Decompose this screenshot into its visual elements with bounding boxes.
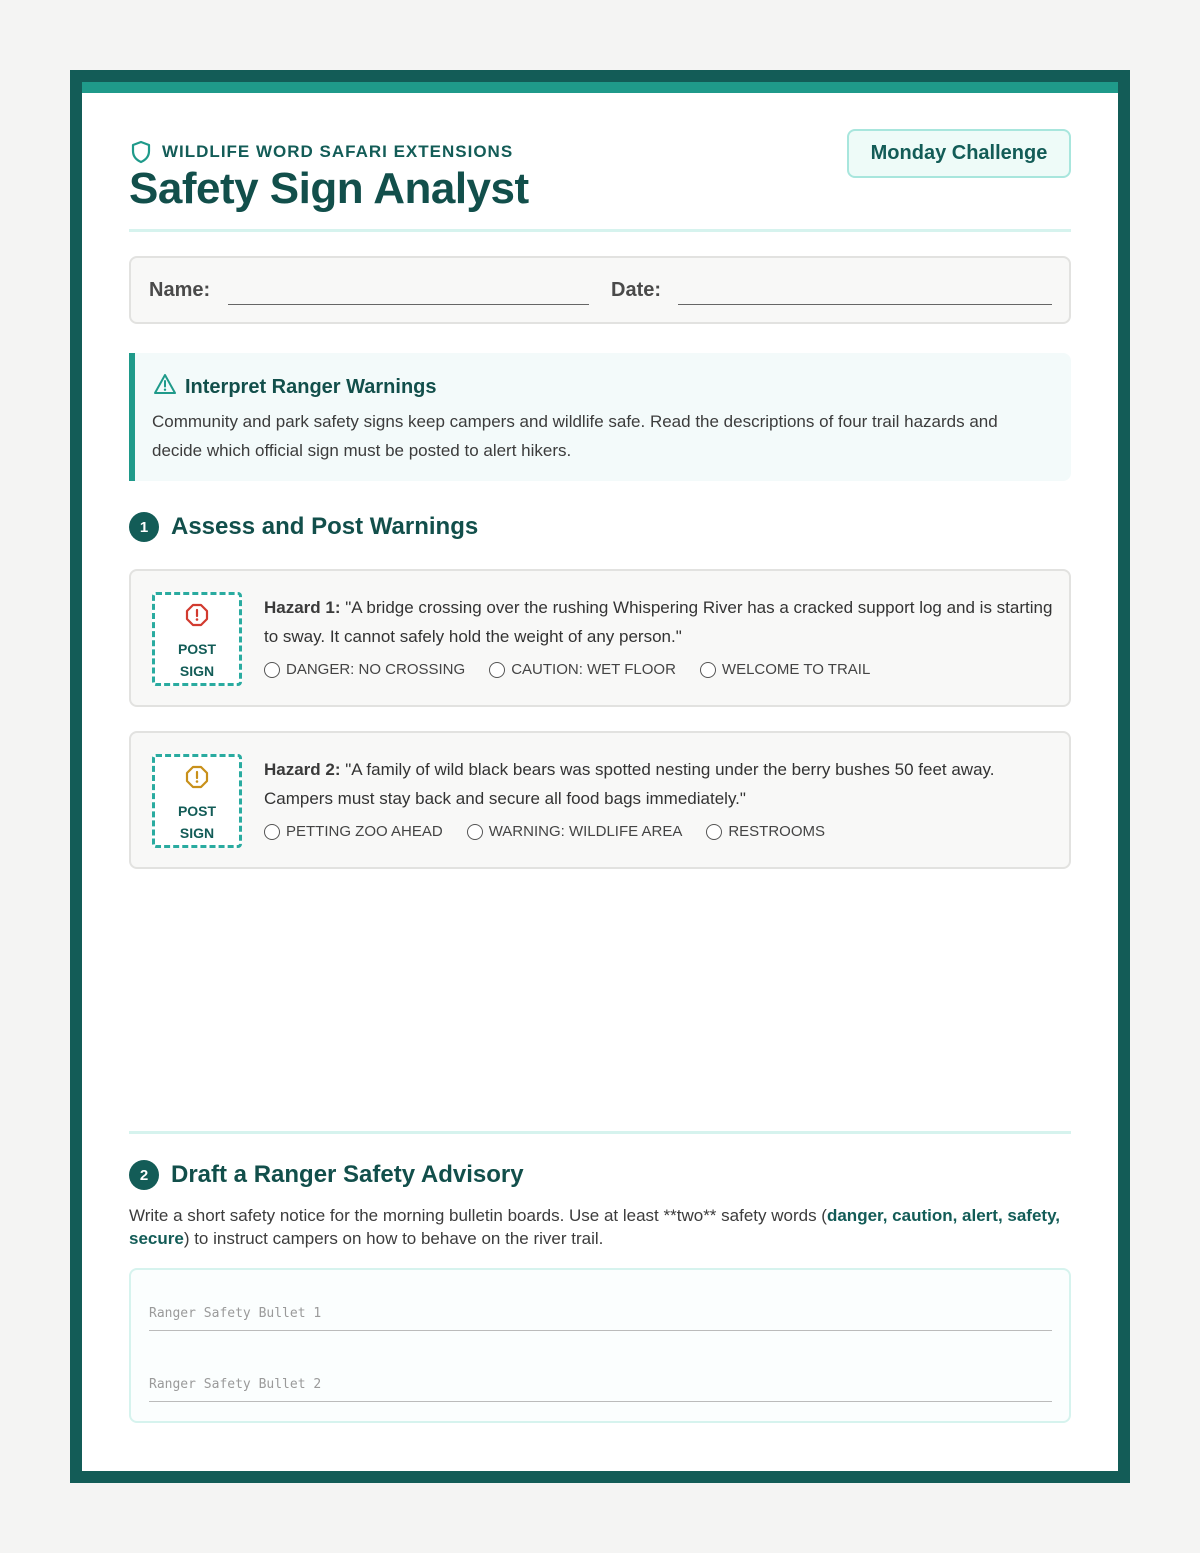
callout-title: Interpret Ranger Warnings [185, 375, 437, 398]
top-accent-bar [82, 82, 1118, 93]
sign-option[interactable] [264, 661, 465, 678]
challenge-badge: Monday Challenge [847, 129, 1071, 178]
writing-rule [149, 1330, 1052, 1331]
post-sign-slot[interactable] [152, 592, 242, 686]
hazard-description [264, 593, 1056, 651]
safety-bullet-line[interactable] [149, 1306, 1052, 1331]
advisory-writing-box [129, 1268, 1071, 1423]
hazard-text: "A bridge crossing over the rushing Whispering River has a cracked support log and is starting to sway. It cannot safely hold the weight of any person." [264, 598, 1053, 646]
instructions-callout [129, 353, 1071, 481]
sign-option[interactable] [467, 823, 683, 840]
page-frame [70, 70, 1130, 1483]
sign-option[interactable] [706, 823, 825, 840]
post-sign-label [178, 800, 216, 844]
radio-button[interactable] [264, 662, 280, 678]
date-field[interactable] [678, 304, 1052, 305]
hazard-label: Hazard 2: [264, 760, 341, 779]
worksheet [82, 82, 1118, 1471]
section-1-heading [129, 512, 478, 542]
section-title: Assess and Post Warnings [171, 513, 479, 540]
advisory-instructions [129, 1204, 1071, 1250]
safety-bullet-line[interactable] [149, 1377, 1052, 1402]
option-label: RESTROOMS [728, 823, 826, 840]
sign-option[interactable] [700, 661, 870, 678]
name-label: Name: [149, 279, 211, 301]
section-number-badge: 2 [129, 1160, 159, 1190]
name-field[interactable] [228, 304, 589, 305]
radio-button[interactable] [700, 662, 716, 678]
shield-icon [130, 140, 152, 164]
hazard-label: Hazard 1: [264, 598, 341, 617]
sign-option[interactable] [489, 661, 676, 678]
radio-button[interactable] [264, 824, 280, 840]
callout-heading [153, 373, 437, 401]
kicker [130, 140, 513, 164]
hazard-text: "A family of wild black bears was spotted nesting under the berry bushes 50 feet away. Campers must stay back and secure all food bags immediately." [264, 760, 995, 808]
intro-text-end: ) to instruct campers on how to behave on the river trail. [183, 1229, 604, 1248]
bullet-placeholder: Ranger Safety Bullet 2 [149, 1377, 322, 1392]
hazard-card [129, 569, 1071, 707]
option-label: WARNING: WILDLIFE AREA [488, 823, 683, 840]
option-label: DANGER: NO CROSSING [286, 661, 466, 678]
section-divider [129, 1131, 1071, 1134]
safety-keywords: danger, caution, alert, safety, secure [129, 1206, 1061, 1248]
option-label: WELCOME TO TRAIL [721, 661, 871, 678]
radio-button[interactable] [467, 824, 483, 840]
radio-button[interactable] [706, 824, 722, 840]
section-2-heading [129, 1160, 524, 1190]
callout-body: Community and park safety signs keep campers and wildlife safe. Read the descriptions of four trail hazards and decide which official sign must be posted to alert hikers. [152, 412, 998, 460]
bullet-placeholder: Ranger Safety Bullet 1 [149, 1306, 322, 1321]
post-sign-line2: SIGN [179, 825, 215, 841]
warning-triangle-icon [153, 373, 177, 401]
sign-options [264, 661, 870, 678]
writing-rule [149, 1401, 1052, 1402]
sign-option[interactable] [264, 823, 443, 840]
post-sign-line2: SIGN [179, 663, 215, 679]
post-sign-label [178, 638, 216, 682]
header-divider [129, 229, 1071, 232]
danger-octagon-icon [185, 603, 209, 632]
warning-octagon-icon [185, 765, 209, 794]
post-sign-slot[interactable] [152, 754, 242, 848]
radio-button[interactable] [489, 662, 505, 678]
page-title: Safety Sign Analyst [129, 164, 529, 213]
intro-text: Write a short safety notice for the morning bulletin boards. Use at least **two** safety words ( [129, 1206, 827, 1225]
option-label: PETTING ZOO AHEAD [286, 823, 443, 840]
student-info-box [129, 256, 1071, 324]
section-number-badge: 1 [129, 512, 159, 542]
post-sign-line1: POST [177, 803, 217, 819]
section-title: Draft a Ranger Safety Advisory [171, 1161, 524, 1188]
hazard-description [264, 755, 1056, 813]
option-label: CAUTION: WET FLOOR [511, 661, 676, 678]
post-sign-line1: POST [177, 641, 217, 657]
kicker-text: WILDLIFE WORD SAFARI EXTENSIONS [162, 142, 514, 161]
sign-options [264, 823, 825, 840]
date-label: Date: [611, 279, 662, 301]
hazard-card [129, 731, 1071, 869]
